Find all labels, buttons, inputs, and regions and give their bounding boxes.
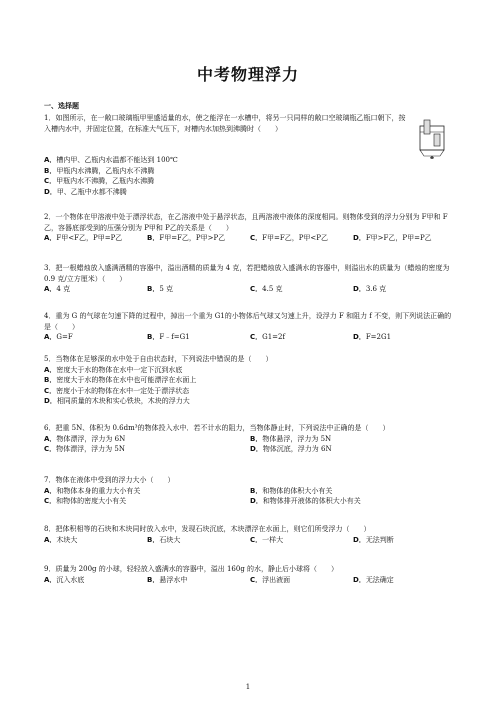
question-8-stem: 8．把体积相等的石块和木块同时放入水中，发现石块沉底，木块漂浮在水面上，则它们所受浮力（ ） [44,525,371,533]
question-8 [44,524,456,545]
page-number: 1 [245,683,251,691]
question-7 [44,475,456,507]
q9-option-d[interactable]: D．无法确定 [353,575,394,584]
question-1-options [44,155,456,197]
q2-option-d[interactable]: D．F甲>F乙，P甲=P乙 [353,234,432,242]
q6-option-b[interactable]: B．物体悬浮，浮力为 5N [250,434,332,443]
question-2-options [44,233,456,244]
q5-option-d[interactable]: D．相同质量的木块和实心铁块，木块的浮力大 [44,397,190,405]
q9-option-c[interactable]: C．浮出液面 [250,575,291,584]
question-9-options [44,575,456,586]
question-9 [44,564,456,585]
q2-option-c[interactable]: C．F甲=F乙，P甲<P乙 [250,234,329,242]
q4-option-c[interactable]: C．G1=2f [250,333,286,341]
question-4-options [44,332,456,343]
q4-option-b[interactable]: B．F﹣f=G1 [147,333,190,341]
q6-option-d[interactable]: D．物体沉底，浮力为 6N [250,445,332,453]
question-7-options [44,486,456,507]
question-5 [44,354,456,407]
question-4-stem: 4．重为 G 的气球在匀速下降的过程中，掉出一个重为 G1的小物体后气球又匀速上升，设浮力 F 和阻力 f 不变，则下列说法正确的是（ ） [44,312,452,331]
q8-option-a[interactable]: A．木块大 [44,535,78,544]
section-heading: 一、选择题 [44,101,79,110]
q6-option-c[interactable]: C．物体漂浮，浮力为 5N [44,445,125,453]
question-6-options [44,434,456,455]
question-8-options [44,535,456,546]
q4-option-d[interactable]: D．F=2G1 [353,333,392,341]
q2-option-b[interactable]: B．F甲=F乙，P甲>P乙 [147,234,226,242]
q3-option-c[interactable]: C．4.5 克 [250,285,283,293]
question-3-options [44,284,456,295]
q4-option-a[interactable]: A．G=F [44,333,73,341]
question-6-stem: 6．把重 5N、体积为 0.6dm³的物体投入水中．若不计水的阻力，当物体静止时，下列说法中正确的是（ ） [44,424,390,432]
q7-option-c[interactable]: C．和物体的密度大小有关 [44,497,127,505]
question-6 [44,423,456,455]
q9-option-b[interactable]: B．悬浮水中 [147,575,188,584]
question-1-stem: 1．如图所示，在一敞口玻璃瓶甲里盛适量的水，使之能浮在一水槽中，将另一只同样的敞口空玻璃瓶乙瓶口朝下，按入槽内水中，并固定位置，在标准大气压下，对槽内水加热到沸腾时（ ） [44,114,406,133]
q2-option-a[interactable]: A．F甲<F乙，P甲=P乙 [44,234,123,242]
q1-option-b[interactable]: B．甲瓶内水沸腾，乙瓶内水不沸腾 [44,166,155,175]
page-title: 中考物理浮力 [196,65,299,84]
question-1 [44,113,412,134]
question-7-stem: 7．物体在液体中受到的浮力大小（ ） [44,476,175,484]
q3-option-a[interactable]: A．4 克 [44,285,71,293]
q7-option-d[interactable]: D．和物体排开液体的体积大小有关 [250,497,361,505]
q3-option-b[interactable]: B．5 克 [147,285,174,293]
question-2 [44,212,456,244]
q5-option-b[interactable]: B．密度大于水的物体在水中也可能漂浮在水面上 [44,376,197,384]
q1-option-a[interactable]: A．槽内甲、乙瓶内水温都不能达到 100℃ [44,156,178,164]
q3-option-d[interactable]: D．3.6 克 [353,285,387,293]
question-9-stem: 9．质量为 200g 的小球，轻轻放入盛满水的容器中，溢出 160g 的水，静止后小球将（ ） [44,565,339,573]
question-4 [44,311,456,343]
q8-option-b[interactable]: B．石块大 [147,535,181,544]
q5-option-c[interactable]: C．密度小于水的物体在水中一定处于漂浮状态 [44,386,190,395]
q8-option-c[interactable]: C．一样大 [250,535,284,544]
q1-option-c[interactable]: C．甲瓶内水不沸腾，乙瓶内水沸腾 [44,177,155,185]
question-5-stem: 5．当物体在足够深的水中处于自由状态时，下列说法中错误的是（ ） [44,355,273,363]
question-3-stem: 3．把一根蜡烛放入盛满酒精的容器中，溢出酒精的质量为 4 克，若把蜡烛放入盛满水的容器中，则溢出水的质量为（蜡烛的密度为 0.9 克/立方厘米）（ ） [44,264,450,283]
q7-option-b[interactable]: B．和物体的体积大小有关 [250,486,333,495]
question-3 [44,263,456,295]
q6-option-a[interactable]: A．物体漂浮，浮力为 6N [44,434,126,443]
question-2-stem: 2．一个物体在甲溶液中处于漂浮状态，在乙溶液中处于悬浮状态，且两溶液中液体的深度相同。则物体受到的浮力分别为 F甲和 F乙，容器底部受到的压强分别为 P甲和 P乙的关系是（ ） [44,213,448,232]
q8-option-d[interactable]: D．无法判断 [353,535,394,544]
q5-option-a[interactable]: A．密度大于水的物体在水中一定下沉到水底 [44,365,183,374]
q9-option-a[interactable]: A．沉入水底 [44,575,85,584]
q7-option-a[interactable]: A．和物体本身的重力大小有关 [44,486,141,495]
q1-option-d[interactable]: D．甲、乙瓶中水都不沸腾 [44,187,127,196]
